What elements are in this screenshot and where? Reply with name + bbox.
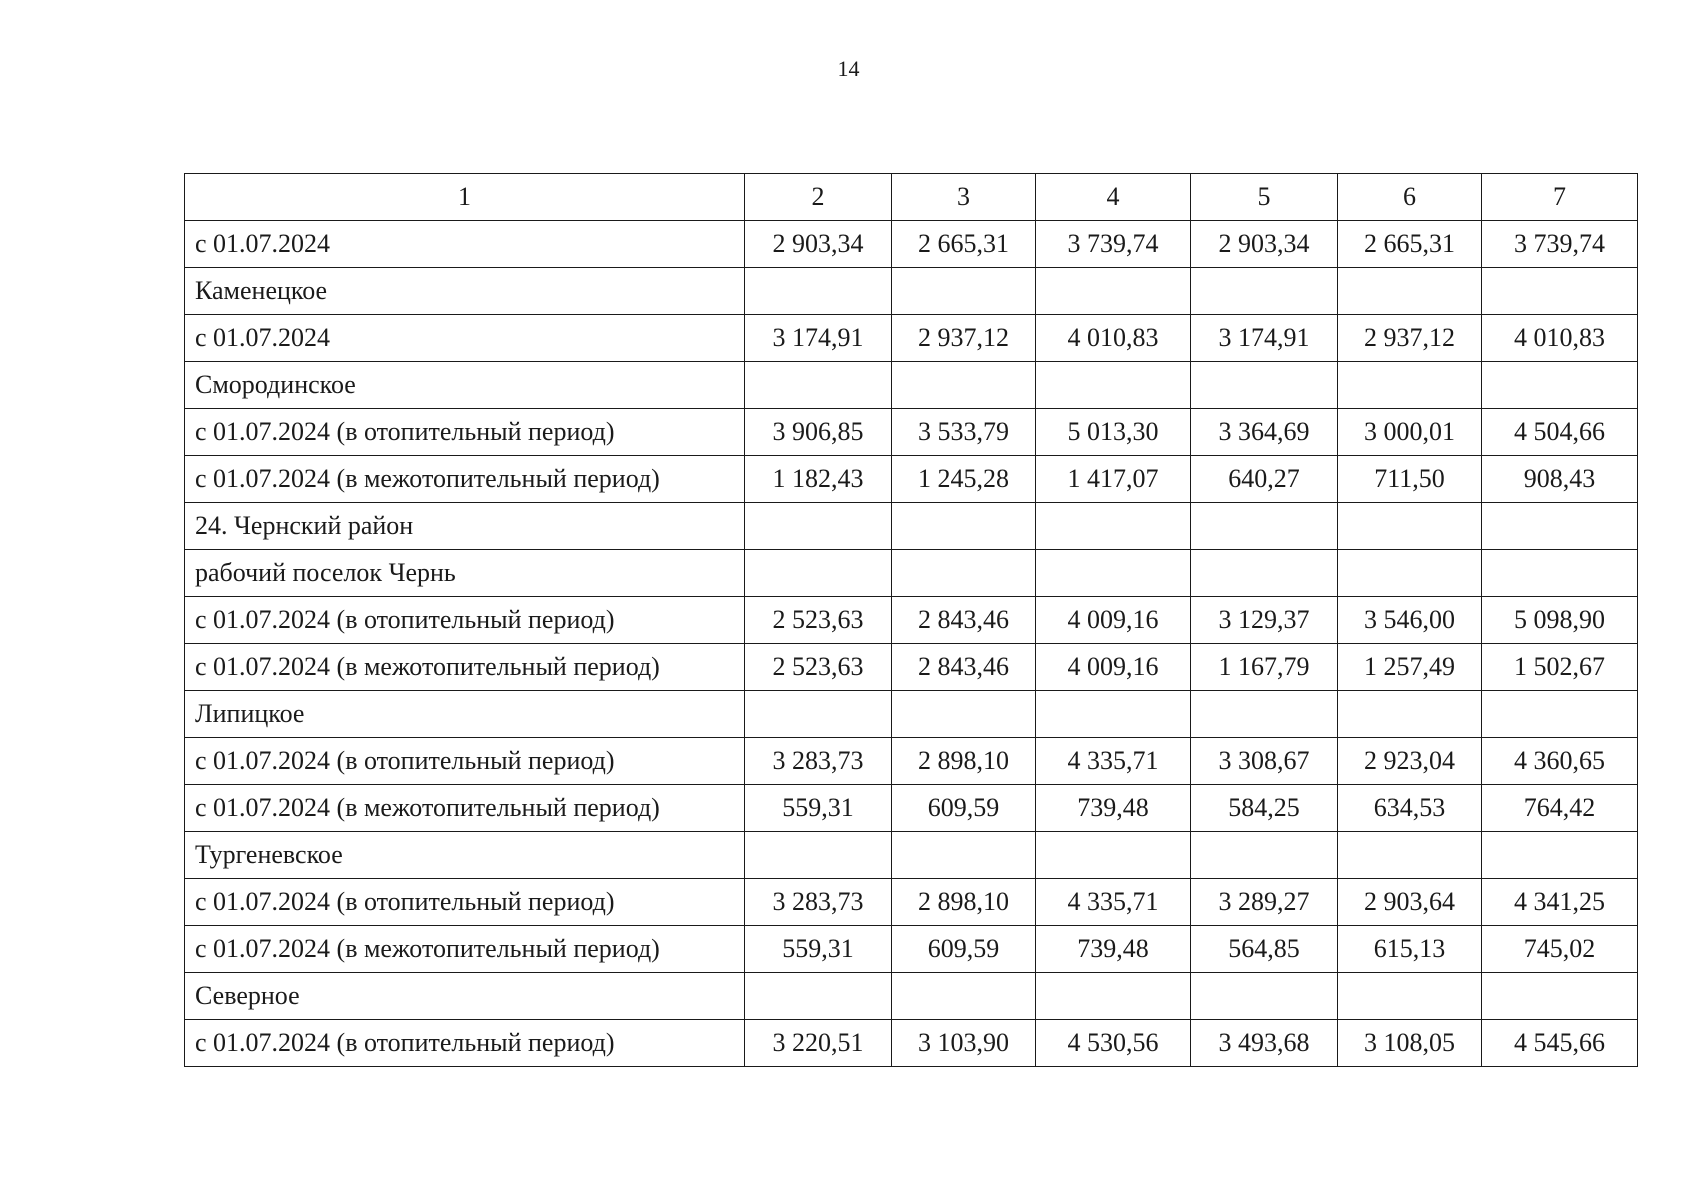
table-cell: 711,50 xyxy=(1338,456,1482,503)
table-cell: 609,59 xyxy=(892,926,1036,973)
column-number-row xyxy=(185,174,1638,221)
table-cell xyxy=(1338,691,1482,738)
table-cell xyxy=(892,362,1036,409)
table-cell xyxy=(745,691,892,738)
column-header: 6 xyxy=(1338,174,1482,221)
table-cell xyxy=(1482,550,1638,597)
row-label: рабочий поселок Чернь xyxy=(185,550,745,597)
table-cell: 4 335,71 xyxy=(1036,879,1191,926)
table-cell: 4 545,66 xyxy=(1482,1020,1638,1067)
table-row xyxy=(185,550,1638,597)
table-cell: 559,31 xyxy=(745,926,892,973)
table-cell: 3 000,01 xyxy=(1338,409,1482,456)
row-label: с 01.07.2024 (в отопительный период) xyxy=(185,409,745,456)
table-cell xyxy=(1191,362,1338,409)
table-cell xyxy=(1482,691,1638,738)
table-cell xyxy=(1338,832,1482,879)
table-row xyxy=(185,268,1638,315)
table-row xyxy=(185,503,1638,550)
table-body xyxy=(185,174,1638,1067)
table-cell xyxy=(892,832,1036,879)
row-label: с 01.07.2024 (в межотопительный период) xyxy=(185,926,745,973)
table-row xyxy=(185,409,1638,456)
table-cell xyxy=(1338,362,1482,409)
row-label: 24. Чернский район xyxy=(185,503,745,550)
table-cell: 745,02 xyxy=(1482,926,1638,973)
row-label: Тургеневское xyxy=(185,832,745,879)
table-cell xyxy=(1191,503,1338,550)
table-cell: 2 665,31 xyxy=(1338,221,1482,268)
table-cell xyxy=(1338,973,1482,1020)
table-row xyxy=(185,597,1638,644)
row-label: с 01.07.2024 (в отопительный период) xyxy=(185,879,745,926)
table-cell: 4 009,16 xyxy=(1036,644,1191,691)
table-cell xyxy=(1191,691,1338,738)
table-cell xyxy=(892,550,1036,597)
table-cell: 1 257,49 xyxy=(1338,644,1482,691)
table-cell xyxy=(892,973,1036,1020)
table-cell: 2 903,34 xyxy=(1191,221,1338,268)
row-label: Липицкое xyxy=(185,691,745,738)
column-header: 5 xyxy=(1191,174,1338,221)
table-cell: 2 898,10 xyxy=(892,879,1036,926)
table-cell xyxy=(745,832,892,879)
table-row xyxy=(185,1020,1638,1067)
row-label: с 01.07.2024 (в межотопительный период) xyxy=(185,785,745,832)
table-cell xyxy=(745,268,892,315)
table-cell xyxy=(1036,362,1191,409)
column-header: 3 xyxy=(892,174,1036,221)
row-label: Каменецкое xyxy=(185,268,745,315)
table-cell: 2 898,10 xyxy=(892,738,1036,785)
table-cell: 5 013,30 xyxy=(1036,409,1191,456)
table-cell: 3 129,37 xyxy=(1191,597,1338,644)
table-cell: 3 739,74 xyxy=(1036,221,1191,268)
table-cell: 3 546,00 xyxy=(1338,597,1482,644)
table-cell: 3 174,91 xyxy=(1191,315,1338,362)
table-row xyxy=(185,738,1638,785)
table-cell: 640,27 xyxy=(1191,456,1338,503)
table-cell: 4 010,83 xyxy=(1036,315,1191,362)
row-label: с 01.07.2024 xyxy=(185,221,745,268)
table-cell xyxy=(745,973,892,1020)
table-cell: 2 903,64 xyxy=(1338,879,1482,926)
table-cell xyxy=(1036,550,1191,597)
table-cell: 3 283,73 xyxy=(745,738,892,785)
table-row xyxy=(185,973,1638,1020)
table-cell: 739,48 xyxy=(1036,926,1191,973)
table-cell: 3 289,27 xyxy=(1191,879,1338,926)
table-cell: 634,53 xyxy=(1338,785,1482,832)
table-cell xyxy=(1036,691,1191,738)
table-cell xyxy=(1036,832,1191,879)
table-cell xyxy=(1482,832,1638,879)
table-cell: 3 308,67 xyxy=(1191,738,1338,785)
row-label: с 01.07.2024 (в отопительный период) xyxy=(185,738,745,785)
table-row xyxy=(185,879,1638,926)
table-cell: 764,42 xyxy=(1482,785,1638,832)
table-row xyxy=(185,221,1638,268)
table-cell: 564,85 xyxy=(1191,926,1338,973)
table-cell: 3 220,51 xyxy=(745,1020,892,1067)
table-cell: 2 937,12 xyxy=(1338,315,1482,362)
table-cell xyxy=(745,362,892,409)
table-cell: 2 523,63 xyxy=(745,597,892,644)
table-cell xyxy=(1036,973,1191,1020)
table-row xyxy=(185,691,1638,738)
table-cell: 2 843,46 xyxy=(892,644,1036,691)
table-cell: 3 108,05 xyxy=(1338,1020,1482,1067)
row-label: с 01.07.2024 (в межотопительный период) xyxy=(185,456,745,503)
column-header: 2 xyxy=(745,174,892,221)
table-row xyxy=(185,785,1638,832)
table-cell xyxy=(745,550,892,597)
table-cell xyxy=(1482,973,1638,1020)
table-row xyxy=(185,362,1638,409)
table-cell: 5 098,90 xyxy=(1482,597,1638,644)
table-cell: 1 167,79 xyxy=(1191,644,1338,691)
table-cell: 3 533,79 xyxy=(892,409,1036,456)
table-cell: 2 523,63 xyxy=(745,644,892,691)
table-cell xyxy=(1482,503,1638,550)
row-label: Северное xyxy=(185,973,745,1020)
table-cell: 3 174,91 xyxy=(745,315,892,362)
table-cell xyxy=(1482,362,1638,409)
table-row xyxy=(185,456,1638,503)
table-cell xyxy=(1036,268,1191,315)
table-row xyxy=(185,644,1638,691)
table-cell xyxy=(892,268,1036,315)
table-cell xyxy=(1191,832,1338,879)
row-label: с 01.07.2024 xyxy=(185,315,745,362)
table-cell: 4 341,25 xyxy=(1482,879,1638,926)
table-cell: 609,59 xyxy=(892,785,1036,832)
table-cell xyxy=(1036,503,1191,550)
table-cell: 1 417,07 xyxy=(1036,456,1191,503)
table-cell xyxy=(1191,268,1338,315)
row-label: Смородинское xyxy=(185,362,745,409)
table-cell xyxy=(1482,268,1638,315)
page-number: 14 xyxy=(837,56,860,81)
table-cell: 3 364,69 xyxy=(1191,409,1338,456)
table-row xyxy=(185,926,1638,973)
table-cell: 615,13 xyxy=(1338,926,1482,973)
table-row xyxy=(185,832,1638,879)
table-cell: 1 502,67 xyxy=(1482,644,1638,691)
table-cell: 2 923,04 xyxy=(1338,738,1482,785)
table-cell: 739,48 xyxy=(1036,785,1191,832)
table-cell: 3 103,90 xyxy=(892,1020,1036,1067)
table-cell: 2 843,46 xyxy=(892,597,1036,644)
row-label: с 01.07.2024 (в отопительный период) xyxy=(185,597,745,644)
table-cell: 3 493,68 xyxy=(1191,1020,1338,1067)
column-header: 4 xyxy=(1036,174,1191,221)
column-header: 7 xyxy=(1482,174,1638,221)
table-cell: 1 182,43 xyxy=(745,456,892,503)
table-cell: 4 504,66 xyxy=(1482,409,1638,456)
table-cell: 4 009,16 xyxy=(1036,597,1191,644)
table-cell xyxy=(745,503,892,550)
table-cell: 2 665,31 xyxy=(892,221,1036,268)
table-cell: 3 739,74 xyxy=(1482,221,1638,268)
table-cell xyxy=(1338,503,1482,550)
table-cell: 584,25 xyxy=(1191,785,1338,832)
table-cell: 2 903,34 xyxy=(745,221,892,268)
table-cell xyxy=(1191,973,1338,1020)
table-cell xyxy=(892,503,1036,550)
row-label: с 01.07.2024 (в отопительный период) xyxy=(185,1020,745,1067)
row-label: с 01.07.2024 (в межотопительный период) xyxy=(185,644,745,691)
table-cell: 908,43 xyxy=(1482,456,1638,503)
table-cell xyxy=(1338,268,1482,315)
table-cell: 1 245,28 xyxy=(892,456,1036,503)
table-cell xyxy=(892,691,1036,738)
table-cell xyxy=(1191,550,1338,597)
table-row xyxy=(185,315,1638,362)
table-cell: 4 010,83 xyxy=(1482,315,1638,362)
table-cell: 3 283,73 xyxy=(745,879,892,926)
table-cell: 2 937,12 xyxy=(892,315,1036,362)
column-header: 1 xyxy=(185,174,745,221)
table-cell: 3 906,85 xyxy=(745,409,892,456)
table-cell xyxy=(1338,550,1482,597)
table-cell: 559,31 xyxy=(745,785,892,832)
tariff-table xyxy=(184,173,1638,1067)
table-cell: 4 530,56 xyxy=(1036,1020,1191,1067)
table-cell: 4 335,71 xyxy=(1036,738,1191,785)
table-cell: 4 360,65 xyxy=(1482,738,1638,785)
